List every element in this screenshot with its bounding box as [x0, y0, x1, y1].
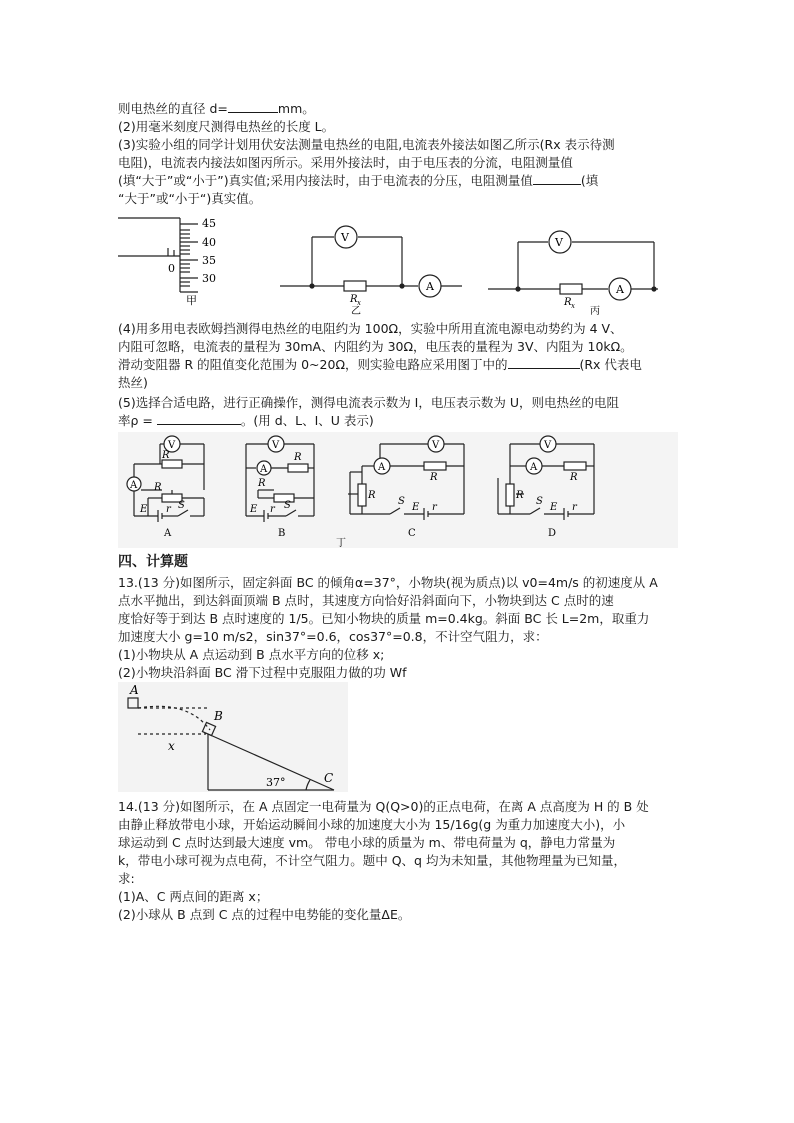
r1-a: R	[154, 482, 162, 493]
rx-a: R	[162, 450, 170, 461]
tick-35: 35	[202, 254, 216, 267]
q1-answer-line: 则电热丝的直径 d= mm。	[118, 101, 315, 116]
rx-b: R	[294, 452, 302, 463]
label-d: D	[548, 528, 557, 539]
s-a: S	[178, 500, 185, 511]
q3-text-3: (填“大于”或“小于”)真实值;采用内接法时，由于电流表的分压，电阻测量值 (填	[118, 173, 599, 188]
q13-text-2: 点水平抛出，到达斜面顶端 B 点时，其速度方向恰好沿斜面向下，小物块到达 C 点时的速	[118, 593, 614, 608]
figure-incline	[118, 682, 348, 792]
q4-text-1: (4)用多用电表欧姆挡测得电热丝的电阻约为 100Ω，实验中所用直流电源电动势约为 4 V、	[118, 321, 623, 336]
q14-text-3: 球运动到 C 点时达到最大速度 vm。 带电小球的质量为 m、带电荷量为 q，静电力常量为	[118, 835, 616, 850]
q13-text-5: (1)小物块从 A 点运动到 B 点水平方向的位移 x;	[118, 647, 385, 662]
point-a: A	[130, 683, 139, 697]
q2-text: (2)用毫米刻度尺测得电热丝的长度 L。	[118, 119, 335, 134]
label-jia: 甲	[186, 294, 197, 307]
label-c: C	[408, 528, 416, 539]
tick-40: 40	[202, 236, 216, 249]
r-a: r	[166, 504, 171, 515]
s-b: S	[284, 500, 291, 511]
q3-text-1: (3)实验小组的同学计划用伏安法测量电热丝的电阻,电流表外接法如图乙所示(Rx 表示待测	[118, 137, 615, 152]
q13-text-4: 加速度大小 g=10 m/s2，sin37°=0.6，cos37°=0.8，不计空气阻力，求：	[118, 629, 548, 644]
label-x: x	[168, 739, 175, 753]
q4-text-2: 内阻可忽略，电流表的量程为 30mA、内阻约为 30Ω，电压表的量程为 3V、内阻为 10kΩ。	[118, 339, 633, 354]
r-c: r	[432, 502, 437, 513]
q14-text-7: (2)小球从 B 点到 C 点的过程中电势能的变化量ΔE。	[118, 907, 411, 922]
rx-c: R	[430, 472, 438, 483]
q14-text-6: (1)A、C 两点间的距离 x；	[118, 889, 269, 904]
e-b: E	[250, 504, 258, 515]
angle-label: 37°	[266, 776, 286, 789]
circuit-choice-blank[interactable]	[508, 356, 580, 369]
v-b: V	[272, 440, 280, 451]
rx-yi-sub: x	[357, 299, 361, 307]
tick-zero: 0	[168, 262, 175, 275]
circuit-bing	[488, 231, 658, 300]
circuit-yi	[280, 226, 462, 297]
a-c: A	[378, 462, 386, 473]
diameter-blank[interactable]	[228, 100, 278, 113]
r-d: r	[572, 502, 577, 513]
resistivity-blank[interactable]	[157, 412, 241, 425]
q14-text-1: 14.(13 分)如图所示，在 A 点固定一电荷量为 Q(Q>0)的正点电荷，在离 A 点高度为 H 的 B 处	[118, 799, 649, 814]
r1-b: R	[258, 478, 266, 489]
tick-30: 30	[202, 272, 216, 285]
r-b: r	[270, 504, 275, 515]
q5-text-2: 率ρ = 。(用 d、L、I、U 表示)	[118, 413, 374, 428]
e-c: E	[412, 502, 420, 513]
v-c: V	[432, 440, 440, 451]
point-b: B	[214, 709, 223, 723]
s-c: S	[398, 496, 405, 507]
q13-text-3: 度恰好等于到达 B 点时速度的 1/5。已知小物块的质量 m=0.4kg。斜面 BC 长 L=2m，取重力	[118, 611, 650, 626]
figure-jia-yi-bing	[118, 208, 678, 316]
q13-text-6: (2)小物块沿斜面 BC 滑下过程中克服阻力做的功 Wf	[118, 665, 407, 680]
label-yi: 乙	[351, 306, 361, 316]
section-title: 四、计算题	[118, 554, 188, 570]
q14-text-5: 求:	[118, 871, 135, 886]
q4-text-4: 热丝)	[118, 375, 148, 390]
e-a: E	[140, 504, 148, 515]
rx-d: R	[570, 472, 578, 483]
label-bing: 丙	[590, 306, 600, 316]
tick-45: 45	[202, 217, 216, 230]
q13-text-1: 13.(13 分)如图所示，固定斜面 BC 的倾角α=37°，小物块(视为质点)以 v0=4m/s 的初速度从 A	[118, 575, 658, 590]
a-a: A	[130, 480, 138, 491]
rx-bing-sub: x	[571, 302, 575, 310]
label-b: B	[278, 528, 286, 539]
r1-d: R	[516, 490, 524, 501]
rx-bing: R	[564, 297, 572, 308]
q14-text-2: 由静止释放带电小球，开始运动瞬间小球的加速度大小为 15/16g(g 为重力加速度大小)，小	[118, 817, 626, 832]
v-a: V	[168, 440, 176, 451]
point-c: C	[324, 771, 334, 785]
micrometer-diagram	[118, 218, 198, 292]
label-a: A	[164, 528, 172, 539]
figure-ding	[118, 432, 678, 548]
a-b: A	[260, 464, 268, 475]
rx-yi: R	[350, 294, 358, 305]
a-d: A	[530, 462, 538, 473]
s-d: S	[536, 496, 543, 507]
voltmeter-yi: V	[341, 231, 349, 244]
q14-text-4: k，带电小球可视为点电荷，不计空气阻力。题中 Q、q 均为未知量，其他物理量为已知量，	[118, 853, 626, 868]
r1-c: R	[368, 490, 376, 501]
e-d: E	[550, 502, 558, 513]
voltmeter-bing: V	[555, 236, 563, 249]
q5-text-1: (5)选择合适电路，进行正确操作，测得电流表示数为 I，电压表示数为 U，则电热丝的电阻	[118, 395, 619, 410]
v-d: V	[544, 440, 552, 451]
q3-text-4: “大于”或“小于“)真实值。	[118, 191, 262, 206]
label-ding: 丁	[336, 538, 346, 548]
inner-method-blank[interactable]	[533, 172, 581, 185]
q4-text-3: 滑动变阻器 R 的阻值变化范围为 0~20Ω，则实验电路应采用图丁中的 (Rx 代表电	[118, 357, 642, 372]
ammeter-bing: A	[616, 283, 624, 296]
ammeter-yi: A	[426, 280, 434, 293]
q3-text-2: 电阻)，电流表内接法如图丙所示。采用外接法时，由于电压表的分流，电阻测量值	[118, 155, 573, 170]
